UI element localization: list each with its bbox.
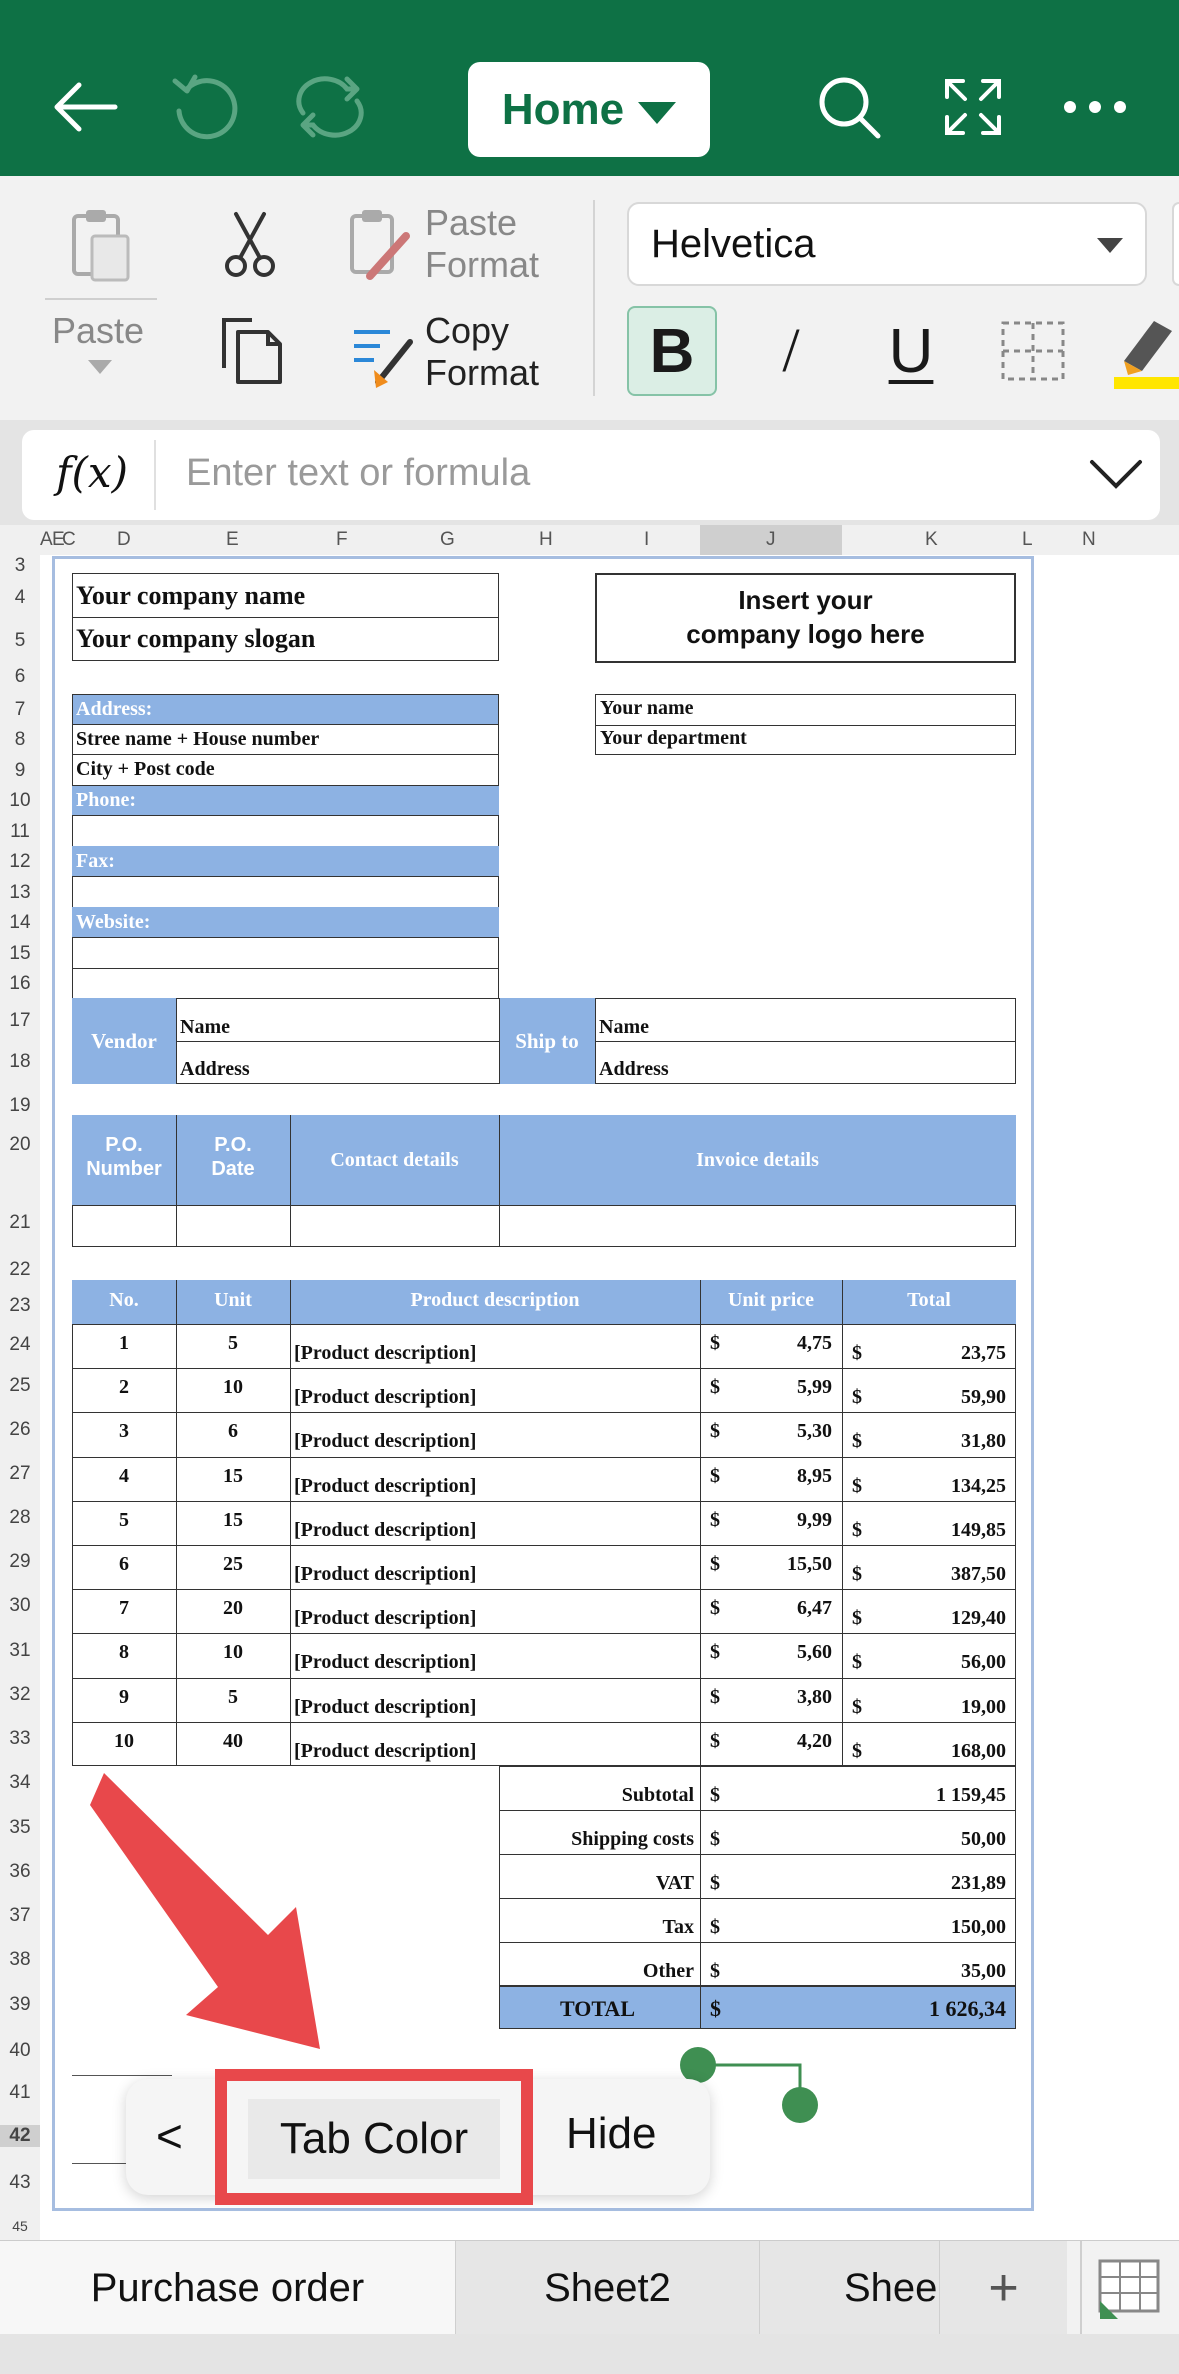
row-header[interactable]: 41 [9, 2082, 31, 2103]
row-header[interactable]: 17 [9, 1010, 31, 1031]
item-price-currency[interactable]: $ [710, 1641, 720, 1663]
spreadsheet-grid[interactable] [40, 555, 1179, 2240]
row-header[interactable]: 45 [12, 2218, 28, 2234]
divider [72, 617, 499, 618]
divider [176, 1115, 177, 1247]
column-header[interactable]: I [644, 529, 650, 550]
hide-button[interactable]: Hide [566, 2109, 657, 2158]
column-header[interactable]: E [226, 529, 239, 550]
divider [72, 1589, 1016, 1590]
summary-value[interactable]: 1 159,45 [936, 1784, 1006, 1806]
divider [72, 968, 499, 969]
sheet-tab-purchase-order[interactable] [0, 2241, 455, 2335]
item-unit-price-cell[interactable]: 9,99 [797, 1509, 832, 1531]
divider [72, 785, 499, 786]
items-header-total: Total [907, 1289, 951, 1311]
row-header[interactable]: 35 [9, 1817, 31, 1838]
column-header[interactable]: G [440, 529, 455, 550]
summary-label: Other [642, 1960, 694, 1982]
your-name[interactable]: Your name [600, 697, 694, 719]
item-unit-price-cell[interactable]: 5,30 [797, 1420, 832, 1442]
paste-format-label[interactable]: Paste Format [425, 202, 540, 285]
item-unit-cell[interactable]: 15 [223, 1509, 243, 1531]
divider [290, 1115, 291, 1247]
sheet-tab-bar [0, 2240, 1179, 2335]
company-name[interactable]: Your company name [76, 581, 306, 610]
row-header[interactable]: 8 [14, 729, 26, 750]
row-header[interactable]: 12 [9, 851, 31, 872]
item-total-currency[interactable]: $ [852, 1563, 862, 1585]
row-header[interactable]: 36 [9, 1861, 31, 1882]
row-header[interactable]: 3 [14, 555, 26, 576]
item-unit-cell[interactable]: 10 [223, 1641, 243, 1663]
item-total-cell[interactable]: 59,90 [961, 1386, 1006, 1408]
row-header[interactable]: 18 [9, 1051, 31, 1072]
city-field[interactable]: City + Post code [76, 758, 215, 780]
item-unit-cell[interactable]: 6 [228, 1420, 238, 1442]
divider [595, 1041, 1016, 1042]
sheet-tab-sheet2[interactable] [455, 2241, 759, 2335]
item-unit-cell[interactable]: 40 [223, 1730, 243, 1752]
item-unit-cell[interactable]: 10 [223, 1376, 243, 1398]
row-header[interactable]: 22 [9, 1259, 31, 1280]
item-description-cell[interactable]: [Product description] [294, 1740, 477, 1762]
total-value[interactable]: 1 626,34 [929, 1996, 1006, 2021]
row-header[interactable]: 28 [9, 1507, 31, 1528]
item-no-cell[interactable]: 8 [119, 1641, 129, 1663]
copy-icon[interactable] [218, 314, 288, 391]
summary-label: Tax [662, 1916, 694, 1938]
logo-placeholder-line1: Insert your [738, 585, 873, 615]
font-name-value: Helvetica [651, 221, 816, 266]
row-header[interactable]: 33 [9, 1728, 31, 1749]
row-header[interactable]: 24 [9, 1334, 31, 1355]
sheet-tab-sheet3[interactable] [759, 2241, 939, 2335]
divider [72, 1545, 1016, 1546]
divider [499, 1810, 1016, 1811]
item-no-cell[interactable]: 5 [119, 1509, 129, 1531]
item-unit-price-cell[interactable]: 3,80 [797, 1686, 832, 1708]
font-size-select[interactable] [1172, 202, 1179, 286]
red-arrow-annotation [90, 1765, 380, 2065]
items-header-description: Product description [410, 1289, 580, 1311]
row-header[interactable]: 6 [14, 666, 26, 687]
summary-currency: $ [710, 1960, 720, 1982]
item-total-currency[interactable]: $ [852, 1696, 862, 1718]
divider [72, 1501, 1016, 1502]
item-no-cell[interactable]: 10 [114, 1730, 134, 1752]
divider [72, 876, 499, 877]
divider [72, 815, 499, 816]
row-header[interactable]: 9 [14, 760, 26, 781]
underline-button[interactable] [866, 306, 956, 396]
row-header[interactable]: 13 [9, 882, 31, 903]
item-total-cell[interactable]: 149,85 [951, 1519, 1006, 1541]
divider [72, 1722, 1016, 1723]
chevron-left-icon[interactable]: < [156, 2110, 183, 2162]
item-price-currency[interactable]: $ [710, 1465, 720, 1487]
highlight-marker-icon [1110, 311, 1179, 391]
divider [72, 1457, 1016, 1458]
row-header[interactable]: 29 [9, 1551, 31, 1572]
divider [72, 724, 499, 725]
item-total-currency[interactable]: $ [852, 1342, 862, 1364]
chevron-down-icon [1097, 238, 1123, 253]
function-icon[interactable]: f(x) [56, 448, 129, 497]
divider [72, 1205, 1016, 1206]
item-description-cell[interactable]: [Product description] [294, 1651, 477, 1673]
row-header[interactable]: 4 [14, 587, 26, 608]
summary-currency: $ [710, 1828, 720, 1850]
divider [499, 1854, 1016, 1855]
row-header[interactable]: 5 [14, 630, 26, 651]
row-header[interactable]: 27 [9, 1463, 31, 1484]
scissors-icon[interactable] [222, 210, 278, 285]
vendor-address-field[interactable]: Address [180, 1058, 250, 1080]
divider [593, 200, 595, 396]
add-sheet-button[interactable] [939, 2241, 1067, 2335]
top-toolbar [0, 0, 1179, 176]
borders-button[interactable] [988, 306, 1078, 396]
summary-value[interactable]: 35,00 [961, 1960, 1006, 1982]
summary-currency: $ [710, 1916, 720, 1938]
borders-icon [1000, 320, 1066, 382]
divider [290, 1280, 291, 1766]
row-header-selected[interactable]: 42 [0, 2125, 40, 2147]
item-total-currency[interactable]: $ [852, 1519, 862, 1541]
redo-icon[interactable] [275, 52, 385, 162]
tab-color-label: Tab Color [279, 2114, 469, 2163]
vendor-label: Vendor [72, 998, 176, 1084]
divider [72, 1412, 1016, 1413]
font-name-select[interactable] [627, 202, 1147, 286]
search-icon[interactable] [794, 52, 904, 162]
divider [72, 1324, 1016, 1325]
row-header[interactable]: 39 [9, 1994, 31, 2015]
summary-label: Subtotal [621, 1784, 694, 1806]
street-field[interactable]: Stree name + House number [76, 728, 320, 750]
fullscreen-icon[interactable] [918, 52, 1028, 162]
column-header[interactable]: C [62, 529, 76, 550]
row-header[interactable]: 38 [9, 1949, 31, 1970]
items-header-no: No. [109, 1289, 139, 1311]
row-header[interactable]: 26 [9, 1419, 31, 1440]
website-label: Website: [72, 907, 499, 937]
items-header-unit-price: Unit price [727, 1289, 815, 1311]
summary-value[interactable]: 231,89 [951, 1872, 1006, 1894]
row-header[interactable]: 30 [9, 1595, 31, 1616]
item-unit-cell[interactable]: 20 [223, 1597, 243, 1619]
item-price-currency[interactable]: $ [710, 1553, 720, 1575]
item-unit-price-cell[interactable]: 5,99 [797, 1376, 832, 1398]
divider [72, 1633, 1016, 1634]
column-header-selected[interactable]: J [766, 529, 776, 550]
item-description-cell[interactable]: [Product description] [294, 1563, 477, 1585]
company-slogan[interactable]: Your company slogan [76, 624, 316, 653]
divider [154, 440, 156, 510]
copy-format-label[interactable]: Copy Format [425, 310, 540, 393]
row-header[interactable]: 11 [10, 821, 30, 842]
item-description-cell[interactable]: [Product description] [294, 1475, 477, 1497]
ship-to-label: Ship to [499, 998, 595, 1084]
divider [842, 1280, 843, 1766]
item-description-cell[interactable]: [Product description] [294, 1519, 477, 1541]
item-total-currency[interactable]: $ [852, 1386, 862, 1408]
item-price-currency[interactable]: $ [710, 1332, 720, 1354]
item-no-cell[interactable]: 3 [119, 1420, 129, 1442]
item-no-cell[interactable]: 2 [119, 1376, 129, 1398]
paste-chevron-icon[interactable] [88, 360, 112, 374]
column-header[interactable]: D [117, 529, 131, 550]
divider [72, 1678, 1016, 1679]
sheet-tab-label: Shee [844, 2265, 938, 2310]
item-price-currency[interactable]: $ [710, 1686, 720, 1708]
divider [72, 1368, 1016, 1369]
row-header-bar [0, 555, 40, 2240]
paste-format-icon[interactable] [348, 206, 418, 291]
divider [595, 725, 1016, 726]
item-no-cell[interactable]: 7 [119, 1597, 129, 1619]
item-total-currency[interactable]: $ [852, 1607, 862, 1629]
divider [499, 998, 500, 1084]
home-label: Home [501, 84, 625, 134]
item-unit-price-cell[interactable]: 4,75 [797, 1332, 832, 1354]
summary-label: Shipping costs [571, 1828, 694, 1850]
row-header[interactable]: 32 [9, 1684, 31, 1705]
italic-label: / [782, 316, 800, 385]
column-header[interactable]: K [925, 529, 938, 550]
divider [499, 1115, 500, 1247]
item-total-cell[interactable]: 134,25 [951, 1475, 1006, 1497]
column-header[interactable]: E [52, 529, 65, 550]
row-header[interactable]: 31 [9, 1640, 31, 1661]
column-header[interactable]: F [336, 529, 348, 550]
row-header[interactable]: 20 [9, 1134, 31, 1155]
summary-value[interactable]: 150,00 [951, 1916, 1006, 1938]
expand-chevron-icon[interactable] [1088, 458, 1144, 492]
item-description-cell[interactable]: [Product description] [294, 1696, 477, 1718]
items-header-unit: Unit [214, 1289, 252, 1311]
item-total-cell[interactable]: 19,00 [961, 1696, 1006, 1718]
item-total-currency[interactable]: $ [852, 1430, 862, 1452]
clipboard-icon[interactable] [66, 206, 136, 291]
item-price-currency[interactable]: $ [710, 1509, 720, 1531]
row-header[interactable]: 34 [9, 1772, 31, 1793]
divider [176, 1041, 499, 1042]
item-total-cell[interactable]: 129,40 [951, 1607, 1006, 1629]
highlight-button[interactable] [1110, 306, 1179, 396]
vendor-name-field[interactable]: Name [180, 1016, 230, 1038]
item-unit-cell[interactable]: 5 [228, 1686, 238, 1708]
divider [499, 1942, 1016, 1943]
item-price-currency[interactable]: $ [710, 1420, 720, 1442]
summary-value[interactable]: 50,00 [961, 1828, 1006, 1850]
divider [72, 937, 499, 938]
bold-button[interactable] [627, 306, 717, 396]
phone-label: Phone: [72, 785, 499, 815]
item-unit-price-cell[interactable]: 5,60 [797, 1641, 832, 1663]
sheet-grid-icon[interactable] [1096, 2257, 1162, 2319]
item-no-cell[interactable]: 1 [119, 1332, 129, 1354]
fax-label: Fax: [72, 846, 499, 876]
summary-currency: $ [710, 1784, 720, 1806]
row-header[interactable]: 7 [14, 699, 26, 720]
sheet-tab-label: Sheet2 [544, 2265, 671, 2310]
item-total-cell[interactable]: 387,50 [951, 1563, 1006, 1585]
row-header[interactable]: 14 [9, 912, 31, 933]
bold-label: B [649, 316, 695, 386]
row-header[interactable]: 25 [9, 1375, 31, 1396]
row-header[interactable]: 16 [9, 973, 31, 994]
total-currency: $ [710, 1996, 721, 2021]
summary-currency: $ [710, 1872, 720, 1894]
row-header[interactable]: 10 [9, 790, 31, 811]
row-header[interactable]: 43 [9, 2172, 31, 2193]
item-description-cell[interactable]: [Product description] [294, 1430, 477, 1452]
divider [72, 754, 499, 755]
ship-to-name-field[interactable]: Name [599, 1016, 649, 1038]
item-total-currency[interactable]: $ [852, 1651, 862, 1673]
item-price-currency[interactable]: $ [710, 1376, 720, 1398]
item-description-cell[interactable]: [Product description] [294, 1342, 477, 1364]
item-total-cell[interactable]: 31,80 [961, 1430, 1006, 1452]
column-header-bar [0, 525, 1179, 556]
paste-label[interactable]: Paste [52, 310, 145, 351]
contact-details-header: Contact details [330, 1149, 459, 1171]
item-price-currency[interactable]: $ [710, 1730, 720, 1752]
item-no-cell[interactable]: 6 [119, 1553, 129, 1575]
row-header[interactable]: 21 [9, 1212, 31, 1233]
formula-bar [22, 430, 1160, 520]
your-department[interactable]: Your department [600, 727, 747, 749]
logo-placeholder-line2: company logo here [686, 619, 925, 649]
undo-icon[interactable] [150, 52, 260, 162]
item-description-cell[interactable]: [Product description] [294, 1607, 477, 1629]
summary-label: VAT [655, 1872, 694, 1894]
item-total-cell[interactable]: 168,00 [951, 1740, 1006, 1762]
total-label: TOTAL [560, 1996, 635, 2021]
row-header[interactable]: 40 [9, 2040, 31, 2061]
chevron-down-icon [638, 102, 676, 124]
divider [499, 1898, 1016, 1899]
divider [1080, 2241, 1082, 2335]
row-header[interactable]: 15 [9, 943, 31, 964]
column-header[interactable]: H [539, 529, 553, 550]
item-total-currency[interactable]: $ [852, 1740, 862, 1762]
column-header[interactable]: L [1022, 529, 1033, 550]
signature-line [72, 2075, 172, 2076]
po-number-header: P.O. Number [86, 1134, 162, 1180]
item-unit-price-cell[interactable]: 4,20 [797, 1730, 832, 1752]
invoice-details-header: Invoice details [696, 1149, 819, 1171]
column-header[interactable]: A [40, 529, 53, 550]
tab-color-highlight-box [215, 2069, 533, 2205]
column-header[interactable]: N [1082, 529, 1096, 550]
divider [700, 1766, 701, 1986]
item-unit-cell[interactable]: 5 [228, 1332, 238, 1354]
more-icon[interactable] [1040, 52, 1150, 162]
po-date-header: P.O. Date [211, 1134, 255, 1180]
item-no-cell[interactable]: 4 [119, 1465, 129, 1487]
row-header[interactable]: 23 [9, 1295, 31, 1316]
underline-label: U [888, 316, 934, 386]
item-price-currency[interactable]: $ [710, 1597, 720, 1619]
item-unit-price-cell[interactable]: 15,50 [787, 1553, 832, 1575]
item-no-cell[interactable]: 9 [119, 1686, 129, 1708]
plus-icon: + [988, 2259, 1019, 2317]
item-unit-cell[interactable]: 25 [223, 1553, 243, 1575]
back-arrow-icon[interactable] [30, 52, 140, 162]
item-description-cell[interactable]: [Product description] [294, 1386, 477, 1408]
formula-input[interactable]: Enter text or formula [186, 452, 531, 494]
copy-format-icon[interactable] [350, 320, 420, 395]
italic-button[interactable] [746, 306, 836, 396]
item-unit-cell[interactable]: 15 [223, 1465, 243, 1487]
home-indicator-area [0, 2334, 1179, 2374]
row-header[interactable]: 19 [9, 1095, 31, 1116]
row-header[interactable]: 37 [9, 1905, 31, 1926]
item-unit-price-cell[interactable]: 6,47 [797, 1597, 832, 1619]
item-unit-price-cell[interactable]: 8,95 [797, 1465, 832, 1487]
item-total-cell[interactable]: 56,00 [961, 1651, 1006, 1673]
address-label: Address: [72, 694, 499, 724]
divider [700, 1280, 701, 1766]
sheet-tab-label: Purchase order [90, 2265, 365, 2310]
item-total-cell[interactable]: 23,75 [961, 1342, 1006, 1364]
item-total-currency[interactable]: $ [852, 1475, 862, 1497]
home-tab-button[interactable] [468, 62, 710, 157]
divider [700, 1986, 701, 2029]
ship-to-address-field[interactable]: Address [599, 1058, 669, 1080]
divider [45, 298, 157, 300]
